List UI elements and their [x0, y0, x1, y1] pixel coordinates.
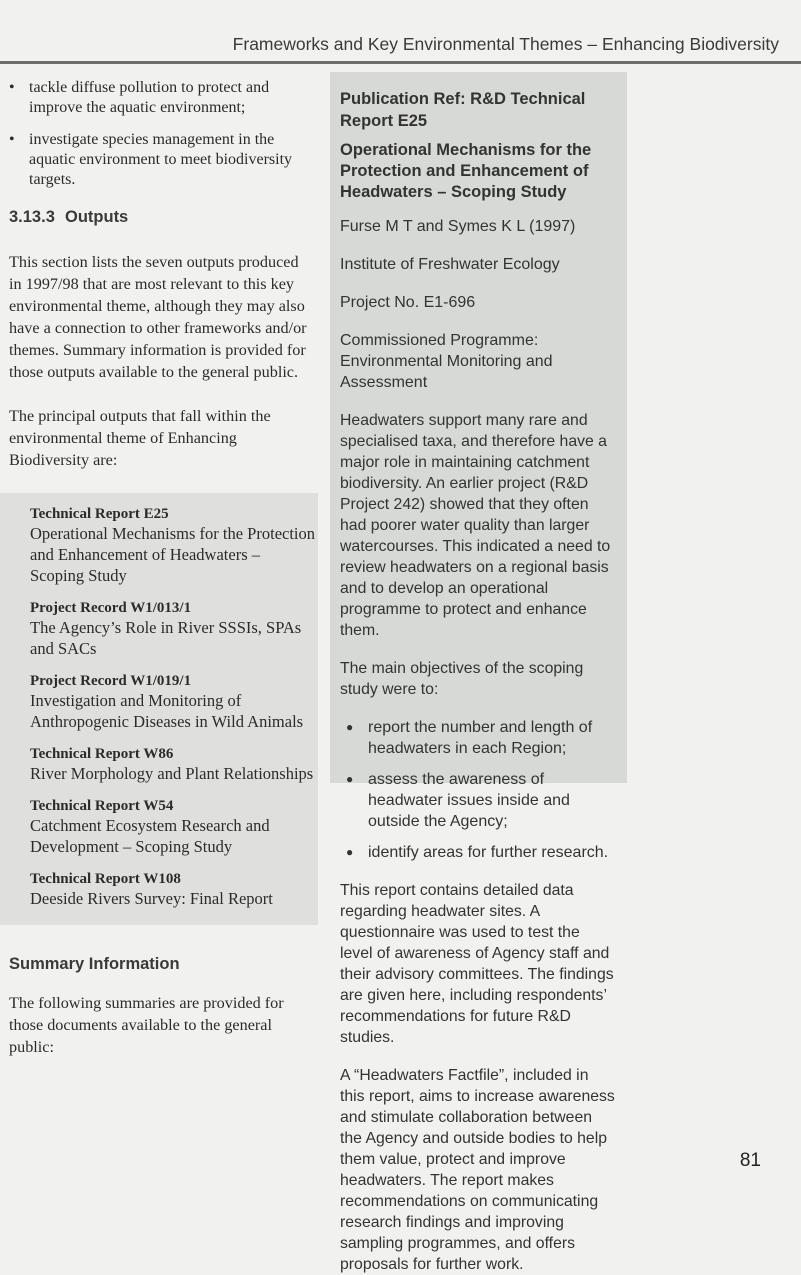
- output-label: Technical Report W86: [30, 746, 174, 762]
- output-label: Technical Report E25: [30, 506, 169, 522]
- output-title: Investigation and Monitoring of Anthropogenic Diseases in Wild Animals: [30, 691, 304, 731]
- output-label: Project Record W1/013/1: [30, 600, 192, 616]
- output-title: Deeside Rivers Survey: Final Report: [30, 889, 273, 908]
- output-title: Operational Mechanisms for the Protection and Enhancement of Headwaters – Scoping Study: [30, 524, 316, 585]
- page-number: 81: [739, 1150, 761, 1171]
- programme: Commissioned Programme: Environmental Monitoring and Assessment: [340, 332, 553, 391]
- project-number: Project No. E1-696: [340, 294, 476, 311]
- output-entry: [30, 599, 318, 659]
- output-entry: [30, 797, 318, 857]
- list-item: • investigate species management in the aquatic environment to meet biodiversity targets.: [9, 130, 309, 190]
- output-entry: [30, 505, 318, 586]
- list-item: ● report the number and length of headwaters in each Region;: [340, 717, 615, 759]
- output-label: Technical Report W54: [30, 798, 174, 814]
- running-header: Frameworks and Key Environmental Themes – Enhancing Biodiversity: [232, 34, 779, 54]
- summary-panel: [330, 72, 627, 1273]
- output-entry: [30, 745, 318, 784]
- summary-paragraph-1: Headwaters support many rare and specialised taxa, and therefore have a major role in maintaining catchment biodiversity. An earlier project (R&D Project 242) showed that they often had poorer water quality than larger watercourses. This indicated a need to review headwaters on a regional basis and to develop an operational programme to protect and enhance them.: [340, 412, 611, 639]
- section-heading: [9, 208, 309, 227]
- output-title: Catchment Ecosystem Research and Development – Scoping Study: [30, 816, 270, 856]
- objectives-list: [340, 717, 615, 863]
- section-number: 3.13.3: [9, 208, 55, 226]
- summary-paragraph: The following summaries are provided for those documents available to the general public:: [9, 994, 284, 1056]
- outputs-list-box: [0, 493, 318, 925]
- output-entry: [30, 870, 318, 909]
- section-title: Outputs: [65, 208, 129, 226]
- output-label: Project Record W1/019/1: [30, 673, 192, 689]
- list-item: ● assess the awareness of headwater issues inside and outside the Agency;: [340, 769, 615, 832]
- summary-paragraph-3: This report contains detailed data regarding headwater sites. A questionnaire was used to test the level of awareness of Agency staff and their advisory committees. The findings are given here, including respondents’ recommendations for future R&D studies.: [340, 882, 614, 1046]
- aims-list: [9, 78, 309, 190]
- summary-paragraph-4: A “Headwaters Factfile”, included in this report, aims to increase awareness and stimulate collaboration between the Agency and outside bodies to help them value, protect and improve headwaters. The report makes recommendations on communicating research findings and improving sampling programmes, and offers proposals for further work.: [340, 1067, 615, 1273]
- principal-outputs-paragraph: The principal outputs that fall within the environmental theme of Enhancing Biodiversity are:: [9, 407, 271, 469]
- list-item: ● identify areas for further research.: [340, 842, 615, 863]
- institute: Institute of Freshwater Ecology: [340, 256, 560, 273]
- output-label: Technical Report W108: [30, 871, 181, 887]
- output-entry: [30, 672, 318, 732]
- authors: Furse M T and Symes K L (1997): [340, 218, 576, 235]
- summary-paragraph-2: The main objectives of the scoping study were to:: [340, 660, 584, 698]
- outputs-intro-paragraph: This section lists the seven outputs produced in 1997/98 that are most relevant to this key environmental theme, although they may also have a connection to other frameworks and/or themes. Summary information is provided for those outputs available to the general public.: [9, 253, 307, 381]
- publication-ref: Publication Ref: R&D Technical Report E25: [340, 90, 586, 130]
- list-item: • tackle diffuse pollution to protect and improve the aquatic environment;: [9, 78, 309, 118]
- output-title: The Agency’s Role in River SSSIs, SPAs and SACs: [30, 618, 302, 658]
- summary-heading: Summary Information: [9, 955, 180, 973]
- header-rule: [0, 61, 801, 64]
- left-column: [9, 78, 316, 1080]
- output-title: River Morphology and Plant Relationships: [30, 764, 314, 783]
- publication-title: Operational Mechanisms for the Protection and Enhancement of Headwaters – Scoping Study: [340, 141, 592, 201]
